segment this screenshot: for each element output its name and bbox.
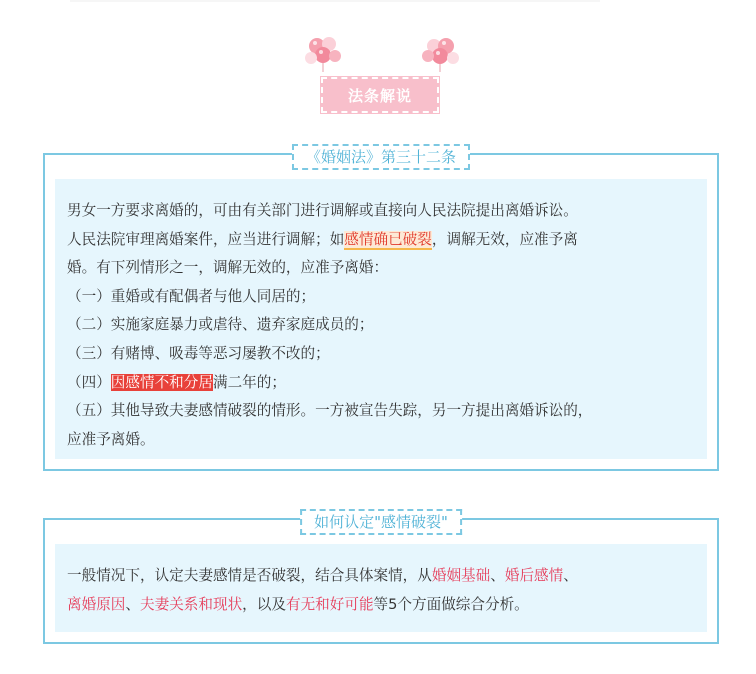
- explanation-card: [43, 513, 719, 644]
- explanation-card-body: [55, 544, 707, 632]
- article-item-4-pre: （四）: [67, 373, 111, 391]
- explanation-text-b: ，以及: [242, 595, 286, 613]
- explanation-text: [67, 562, 695, 619]
- article-card: [43, 148, 719, 471]
- article-item-1: （一）重婚或有配偶者与他人同居的；: [67, 287, 316, 305]
- factor-marriage-basis: 婚姻基础: [431, 567, 491, 584]
- explanation-sep-2: 、: [563, 567, 578, 584]
- article-card-title: 《婚姻法》第三十二条: [292, 144, 470, 170]
- explanation-text-c: 等5个方面做综合分析。: [373, 595, 529, 613]
- article-line-2-post: ，调解无效，应准予离: [431, 230, 578, 248]
- highlight-separation: 因感情不和分居: [110, 373, 213, 391]
- article-item-4-post: 满二年的；: [212, 373, 286, 391]
- factor-post-marriage-feelings: 婚后感情: [504, 567, 564, 584]
- article-item-5b: 应准予离婚。: [67, 430, 155, 448]
- factor-reconciliation: 有无和好可能: [285, 595, 374, 613]
- article-line-1: 男女一方要求离婚的，可由有关部门进行调解或直接向人民法院提出离婚诉讼。: [67, 202, 578, 219]
- factor-relationship-status: 夫妻关系和现状: [140, 595, 243, 613]
- article-line-2-pre: 人民法院审理离婚案件，应当进行调解；如: [67, 230, 345, 248]
- balloons-left-icon: [303, 34, 347, 74]
- factor-divorce-reason: 离婚原因: [67, 595, 126, 613]
- article-line-3: 婚。有下列情形之一，调解无效的，应准予离婚：: [67, 259, 389, 277]
- article-item-5a: （五）其他导致夫妻感情破裂的情形。一方被宣告失踪，另一方提出离婚诉讼的，: [67, 402, 593, 420]
- article-item-2: （二）实施家庭暴力或虐待、遗弃家庭成员的；: [67, 316, 374, 334]
- highlight-emotion-broken: 感情确已破裂: [344, 230, 432, 248]
- article-item-3: （三）有赌博、吸毒等恶习屡教不改的；: [67, 344, 330, 362]
- article-text: [67, 197, 695, 454]
- article-card-body: [55, 179, 707, 459]
- section-badge: 法条解说: [321, 77, 439, 113]
- explanation-sep-1: 、: [490, 567, 505, 584]
- top-divider: [70, 0, 600, 2]
- balloons-right-icon: [418, 34, 462, 74]
- explanation-card-title: 如何认定"感情破裂": [300, 509, 462, 535]
- explanation-sep-3: 、: [125, 595, 140, 613]
- explanation-text-a: 一般情况下，认定夫妻感情是否破裂，结合具体案情，从: [67, 567, 432, 584]
